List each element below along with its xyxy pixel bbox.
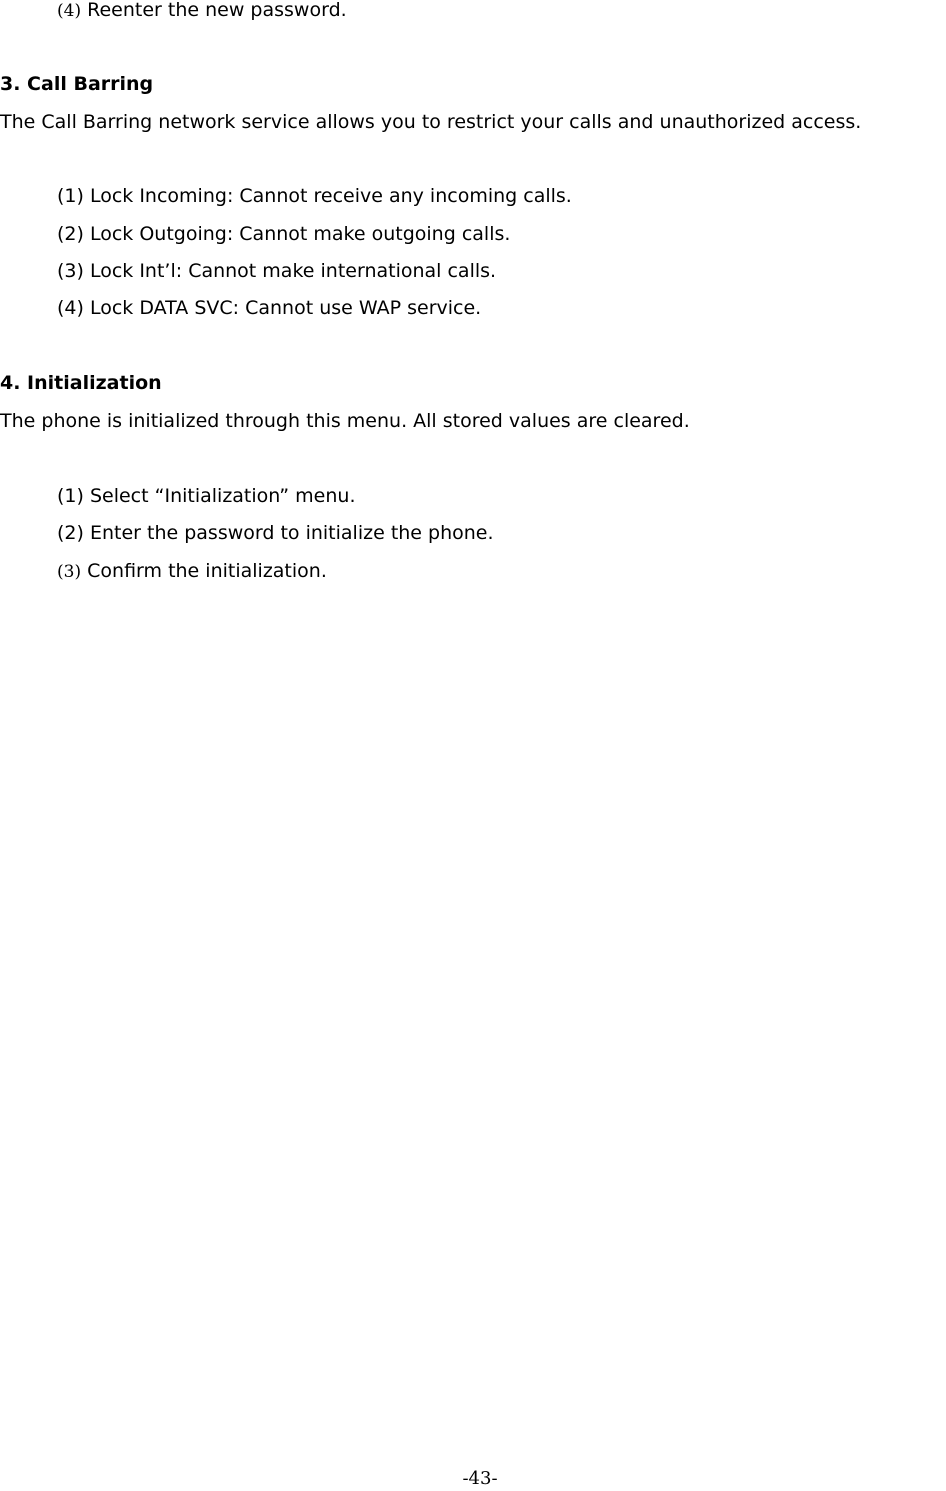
item-number: (3) (57, 562, 82, 582)
item-text: Lock DATA SVC: Cannot use WAP service. (89, 297, 482, 319)
call-barring-item (57, 222, 510, 246)
item-number: (4) (57, 297, 84, 319)
call-barring-description: The Call Barring network service allows you to restrict your calls and unauthorized access. (0, 111, 862, 133)
reenter-password-step (57, 0, 347, 23)
item-text: Confirm the initialization. (87, 560, 327, 582)
item-number: (2) (57, 522, 84, 544)
call-barring-item (57, 259, 496, 283)
page-number: -43- (462, 1468, 498, 1489)
call-barring-heading: 3. Call Barring (0, 73, 154, 95)
call-barring-item (57, 184, 572, 208)
call-barring-item (57, 296, 481, 320)
initialization-item (57, 484, 356, 508)
initialization-item (57, 521, 494, 545)
item-text: Lock Incoming: Cannot receive any incoming calls. (89, 185, 572, 207)
item-number: (2) (57, 223, 84, 245)
step-text: Reenter the new password. (87, 0, 347, 21)
item-text: Lock Int’l: Cannot make international calls. (89, 260, 497, 282)
item-text: Enter the password to initialize the phone. (89, 522, 494, 544)
item-number: (1) (57, 185, 84, 207)
item-number: (1) (57, 485, 84, 507)
initialization-description: The phone is initialized through this menu. All stored values are cleared. (0, 410, 690, 432)
initialization-item (57, 559, 327, 584)
step-number: (4) (57, 1, 82, 21)
item-text: Lock Outgoing: Cannot make outgoing calls. (89, 223, 511, 245)
initialization-heading: 4. Initialization (0, 372, 162, 394)
item-number: (3) (57, 260, 84, 282)
item-text: Select “Initialization” menu. (89, 485, 356, 507)
